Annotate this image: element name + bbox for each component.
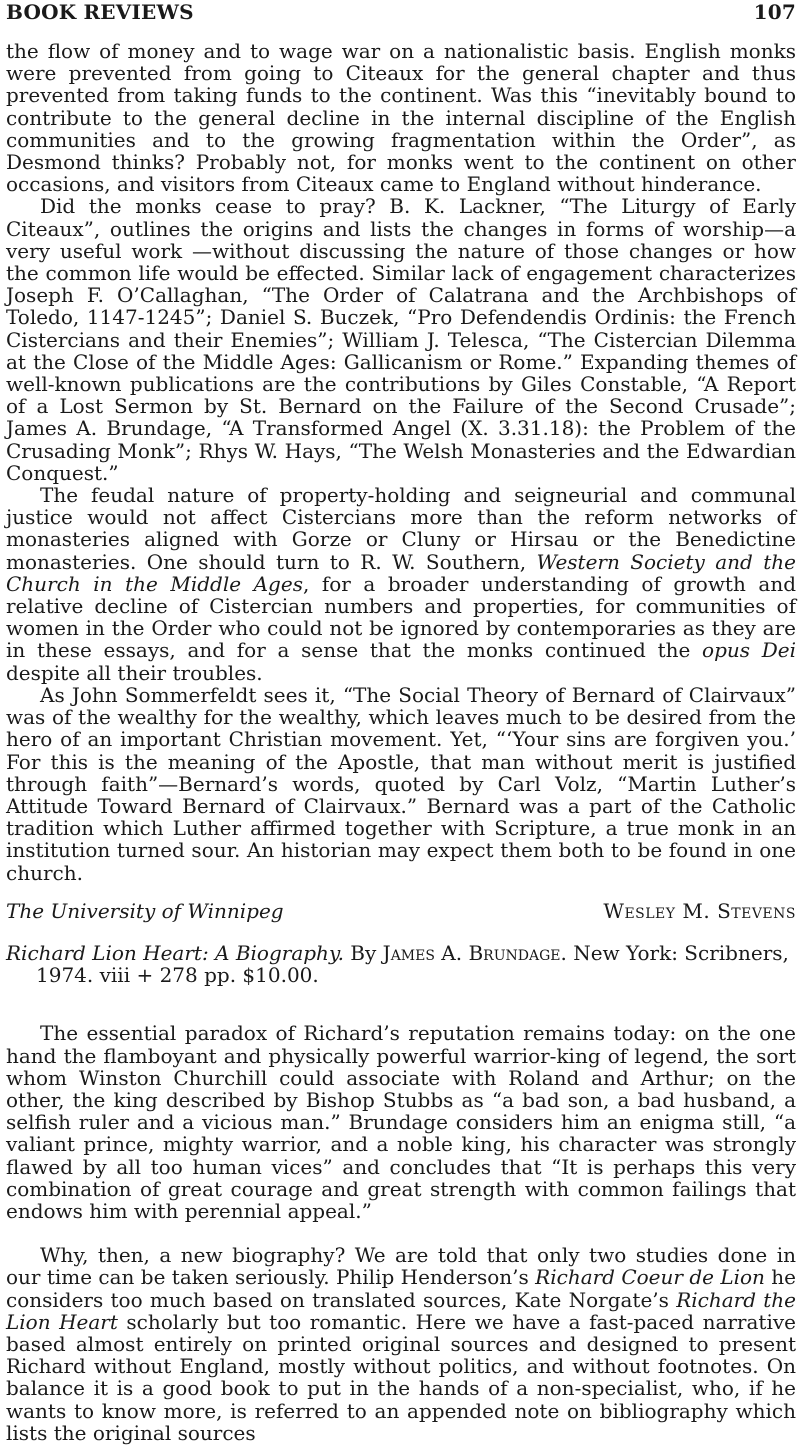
second-review (6, 1022, 796, 1444)
book-author: James A. Brundage (382, 940, 561, 965)
page-number: 107 (753, 0, 796, 24)
text-run: scholarly but too romantic. Here we have a fast-paced narrative based almost entirely on printed original sources and designed to present Richard without England, mostly without politics, and without footnotes. On balance it is a good book to put in the hands of a non-specialist, who, if he wants to know more, is referred to an appended note on bibliography which lists the original sources (6, 1309, 796, 1445)
review-body (6, 40, 796, 1444)
running-head: BOOK REVIEWS (6, 0, 194, 24)
book-title-italic: Richard the Lion Heart (6, 1287, 797, 1334)
book-title: Richard Lion Heart: A Biography. (6, 940, 344, 965)
text-run: The feudal nature of property-holding and seigneurial and communal justice would not affect Cistercians more than the reform networks of monasteries aligned with Gorze or Cluny or Hirsau or the Benedictine monasteries. One should turn to R. W. Southern, (6, 483, 796, 574)
paragraph: The essential paradox of Richard’s reputation remains today: on the one hand the flamboyant and physically powerful warrior-king of legend, the sort whom Winston Churchill could associate with Roland and Arthur; on the other, the king described by Bishop Stubbs as “a bad son, a bad husband, a selfish ruler and a vicious man.” Brundage considers him an enigma still, “a valiant prince, mighty warrior, and a noble king, his character was strongly flawed by all too human vices” and concludes that “It is perhaps this very combination of great courage and great strength with common failings that endows him with perennial appeal.” (6, 1021, 796, 1223)
text-run: Why, then, a new biography? We are told that only two studies done in our time can be taken seriously. Philip Henderson’s (6, 1243, 796, 1290)
page-header (6, 0, 796, 26)
paragraph (6, 1244, 796, 1444)
paragraph: As John Sommerfeldt sees it, “The Social Theory of Bernard of Clairvaux” was of the wealthy for the wealthy, which leaves much to be desired from the hero of an important Christian movement. Yet, “‘Your sins are forgiven you.’ For this is the meaning of the Apostle, that man without merit is justified through faith”—Bernard’s words, quoted by Carl Volz, “Martin Luther’s Attitude Toward Bernard of Clairvaux.” Bernard was a part of the Catholic tradition which Luther affirmed together with Scripture, a true monk in an institution turned sour. An historian may expect them both to be found in one church. (6, 682, 796, 885)
paragraph: Did the monks cease to pray? B. K. Lackner, “The Liturgy of Early Citeaux”, outlines the origins and lists the changes in forms of worship—a very useful work —without discussing the nature of those changes or how the common life would be effected. Similar lack of engagement characterizes Joseph F. O’Callaghan, “The Order of Calatrana and the Archbishops of Toledo, 1147-1245”; Daniel S. Buczek, “Pro Defendendis Ordinis: the French Cistercians and their Enemies”; William J. Telesca, “The Cistercian Dilemma at the Close of the Middle Ages: Gallicanism or Rome.” Expanding themes of well-known publications are the contributions by Giles Constable, “A Report of a Lost Sermon by St. Bernard on the Failure of the Second Crusade”; James A. Brundage, “A Transformed Angel (X. 3.31.18): the Problem of the Crusading Monk”; Rhys W. Hays, “The Welsh Monasteries and the Edwardian Conquest.” (6, 194, 796, 485)
book-citation (6, 942, 796, 986)
text-run: , for a broader understanding of growth and relative decline of Cistercian numbers and properties, for communities of women in the Order who could not be ignored by contemporaries as they are in these essays, and for a sense that the monks continued the (6, 571, 796, 663)
reviewer-name: Wesley M. Stevens (603, 898, 796, 923)
paragraph (6, 484, 796, 684)
paragraph: the flow of money and to wage war on a nationalistic basis. English monks were prevented from going to Citeaux for the general chapter and thus prevented from taking funds to the continent. Was this “inevitably bound to contribute to the general decline in the internal discipline of the English communities and to the growing fragmentation within the Order”, as Desmond thinks? Probably not, for monks went to the continent on other occasions, and visitors from Citeaux came to England without hinderance. (6, 39, 796, 197)
text-run: he considers too much based on translated sources, Kate Norgate’s (6, 1265, 796, 1312)
publication-info: . New York: Scribners, 1974. viii + 278 pp. $10.00. (36, 940, 789, 988)
review-signature (6, 900, 796, 922)
book-title-italic: Richard Coeur de Lion (535, 1265, 765, 1290)
latin-term-italic: opus Dei (702, 638, 796, 663)
text-run: despite all their troubles. (6, 660, 263, 685)
reviewer-institution: The University of Winnipeg (6, 898, 284, 923)
citation-by: By (343, 940, 383, 965)
book-title-italic: Western Society and the Church in the Middle Ages (6, 549, 796, 596)
